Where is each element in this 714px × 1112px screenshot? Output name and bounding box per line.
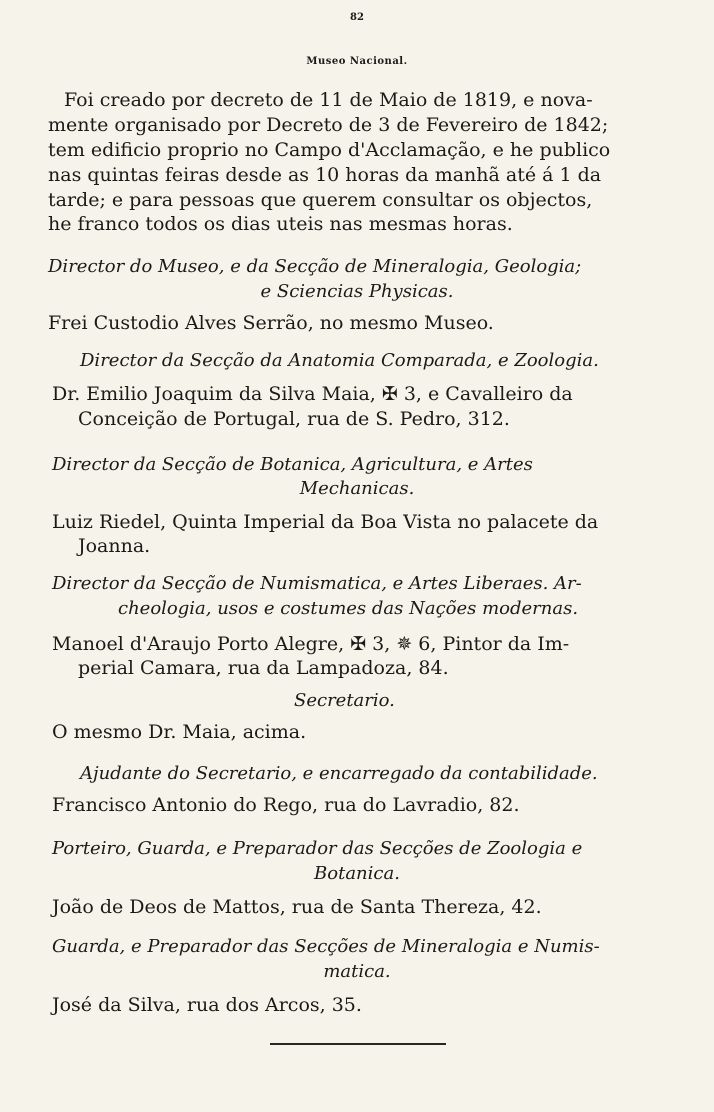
- section-title: Ajudante do Secretario, e encarregado da contabilidade.: [80, 763, 598, 784]
- person-entry: Luiz Riedel, Quinta Imperial da Boa Vista no palacete da: [52, 511, 599, 533]
- section-title: Secretario.: [294, 690, 395, 711]
- person-entry: O mesmo Dr. Maia, acima.: [52, 721, 307, 743]
- page-number: 82: [350, 12, 364, 23]
- person-entry: perial Camara, rua da Lampadoza, 84.: [78, 657, 449, 679]
- person-entry: João de Deos de Mattos, rua de Santa Thereza, 42.: [52, 896, 542, 918]
- section-title: Director do Museo, e da Secção de Mineralogia, Geologia;: [48, 256, 582, 277]
- person-entry: Manoel d'Araujo Porto Alegre, ✠ 3, ✵ 6, Pintor da Im-: [52, 633, 570, 655]
- person-entry: Francisco Antonio do Rego, rua do Lavradio, 82.: [52, 794, 520, 816]
- intro-line: Foi creado por decreto de 11 de Maio de 1819, e nova-: [64, 89, 593, 111]
- person-entry: Joanna.: [78, 535, 151, 557]
- intro-line: nas quintas feiras desde as 10 horas da manhã até á 1 da: [48, 164, 602, 186]
- person-entry: Frei Custodio Alves Serrão, no mesmo Museo.: [48, 312, 494, 334]
- section-title: Director da Secção de Botanica, Agricultura, e Artes: [52, 454, 533, 475]
- section-title: Director da Secção de Numismatica, e Artes Liberaes. Ar-: [52, 573, 582, 594]
- person-entry: Conceição de Portugal, rua de S. Pedro, 312.: [78, 408, 510, 430]
- intro-line: mente organisado por Decreto de 3 de Fevereiro de 1842;: [48, 114, 609, 136]
- person-entry: Dr. Emilio Joaquim da Silva Maia, ✠ 3, e Cavalleiro da: [52, 383, 573, 405]
- intro-line: tarde; e para pessoas que querem consultar os objectos,: [48, 189, 593, 211]
- section-title: Guarda, e Preparador das Secções de Mineralogia e Numis-: [52, 936, 600, 957]
- closing-rule: [270, 1043, 446, 1045]
- section-title: Director da Secção da Anatomia Comparada, e Zoologia.: [80, 350, 599, 371]
- page-title: Museo Nacional.: [306, 56, 408, 67]
- section-title: Mechanicas.: [299, 478, 415, 499]
- section-title: Porteiro, Guarda, e Preparador das Secções de Zoologia e: [52, 838, 583, 859]
- section-title: Botanica.: [314, 863, 400, 884]
- section-title: cheologia, usos e costumes das Nações modernas.: [118, 598, 579, 619]
- section-title: e Sciencias Physicas.: [260, 281, 454, 302]
- section-title: matica.: [323, 961, 391, 982]
- intro-line: tem edificio proprio no Campo d'Acclamação, e he publico: [48, 139, 611, 161]
- person-entry: José da Silva, rua dos Arcos, 35.: [52, 994, 362, 1016]
- intro-line: he franco todos os dias uteis nas mesmas horas.: [48, 213, 513, 235]
